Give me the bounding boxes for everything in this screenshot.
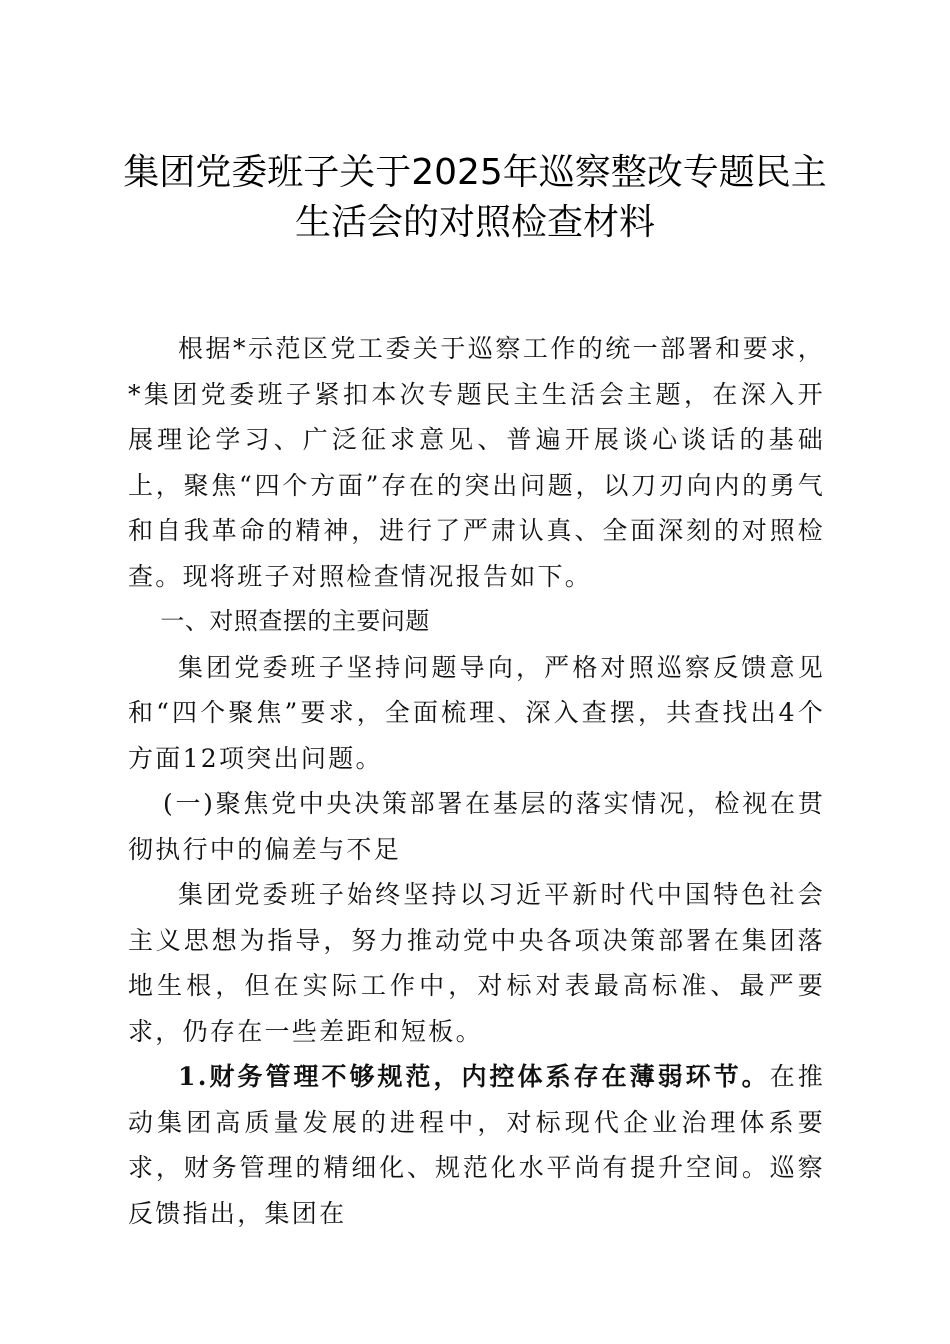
item-1-heading: 1.财务管理不够规范，内控体系存在薄弱环节。 (178, 1062, 770, 1091)
title-line-1: 集团党委班子关于2025年巡察整改专题民主 (123, 152, 827, 193)
subsection-1-intro: 集团党委班子始终坚持以习近平新时代中国特色社会主义思想为指导，努力推动党中央各项决策部署在集团落地生根，但在实际工作中，对标对表最高标准、最严要求，仍存在一些差距和短板。 (128, 880, 825, 1046)
title-line-2: 生活会的对照检查材料 (294, 202, 655, 243)
section-heading-1: 一、对照查摆的主要问题 (160, 607, 430, 635)
document-title (120, 148, 830, 248)
item-1-text: 在推动集团高质量发展的进程中，对标现代企业治理体系要求，财务管理的精细化、规范化水平尚有提升空间。巡察反馈指出，集团在 (128, 1062, 826, 1228)
item-1-paragraph (128, 1054, 825, 1236)
subsection-heading-1: (一)聚焦党中央决策部署在基层的落实情况，检视在贯彻执行中的偏差与不足 (128, 789, 825, 864)
section-1-intro: 集团党委班子坚持问题导向，严格对照巡察反馈意见和“四个聚焦”要求，全面梳理、深入查摆，共查找出4个方面12项突出问题。 (128, 652, 825, 773)
document-body (128, 326, 825, 1236)
intro-paragraph: 根据*示范区党工委关于巡察工作的统一部署和要求，*集团党委班子紧扣本次专题民主生活会主题，在深入开展理论学习、广泛征求意见、普遍开展谈心谈话的基础上，聚焦“四个方面”存在的突出问题，以刀刃向内的勇气和自我革命的精神，进行了严肃认真、全面深刻的对照检查。现将班子对照检查情况报告如下。 (128, 334, 825, 591)
